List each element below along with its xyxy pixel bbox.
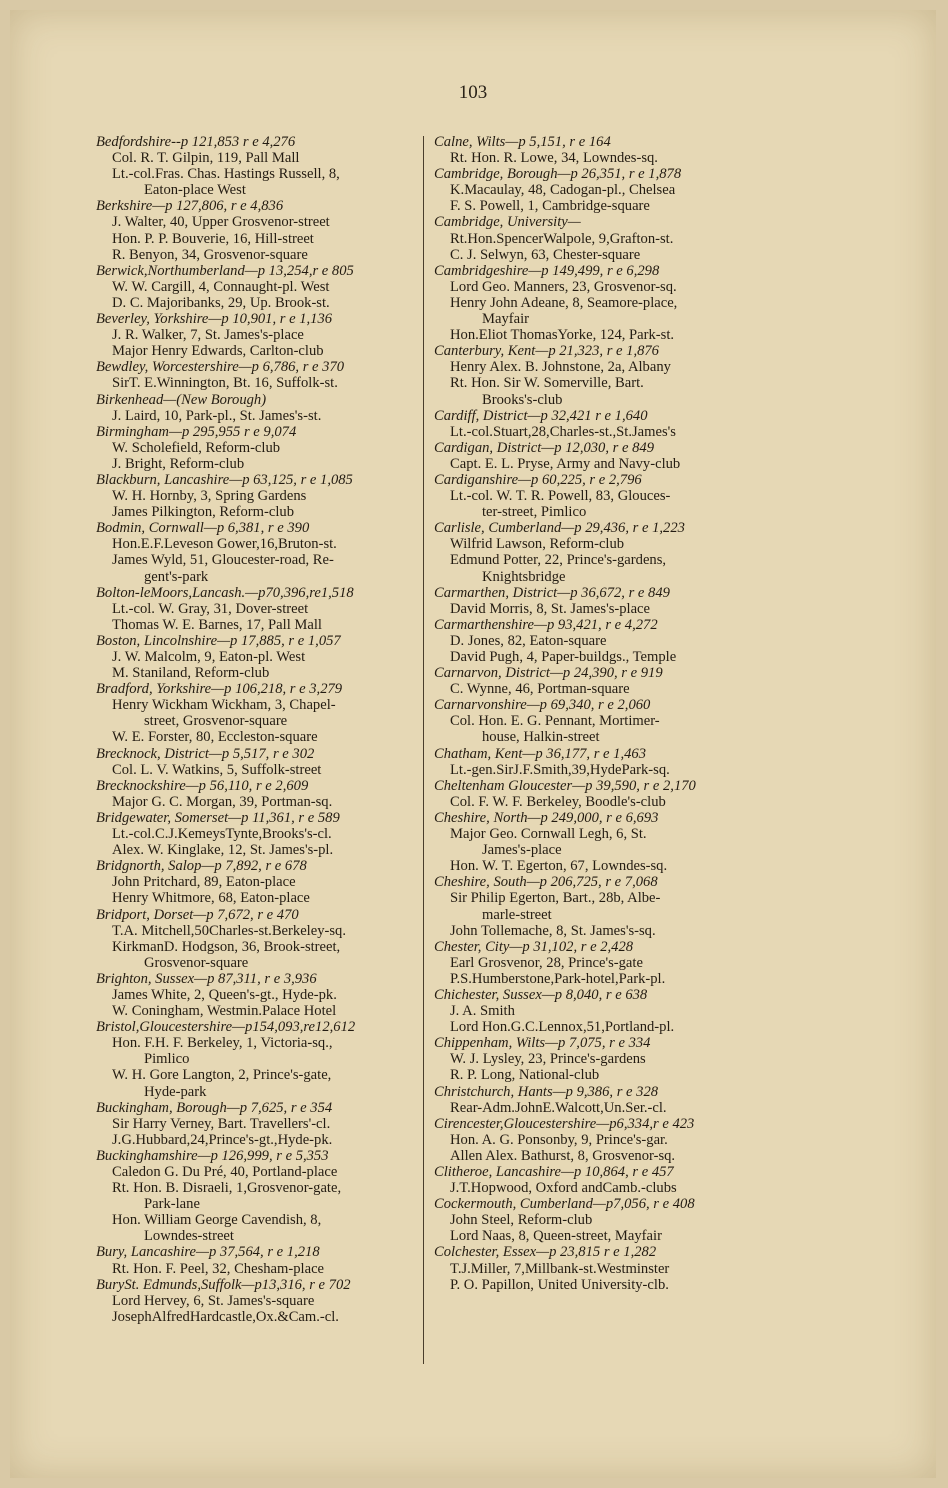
member-entry: Hon. F.H. F. Berkeley, 1, Victoria-sq., <box>112 1035 333 1052</box>
member-entry: Henry John Adeane, 8, Seamore-place, <box>450 294 678 311</box>
member-entry: Lt.-col. W. Gray, 31, Dover-street <box>112 600 309 617</box>
constituency-heading: Brecknock, District—p 5,517, r e 302 <box>96 745 315 762</box>
member-entry: Col. Hon. E. G. Pennant, Mortimer- <box>450 713 660 730</box>
constituency-heading: Bridgewater, Somerset—p 11,361, r e 589 <box>96 809 340 826</box>
constituency-heading: Cambridge, University— <box>434 214 581 231</box>
member-entry: Sir Harry Verney, Bart. Travellers'-cl. <box>112 1115 331 1132</box>
member-entry: Lt.-col.Fras. Chas. Hastings Russell, 8, <box>112 166 340 183</box>
member-entry: K.Macaulay, 48, Cadogan-pl., Chelsea <box>450 182 676 199</box>
member-entry: Rt. Hon. R. Lowe, 34, Lowndes-sq. <box>450 150 658 167</box>
member-entry: John Tollemache, 8, St. James's-sq. <box>450 922 656 939</box>
member-entry: Brooks's-club <box>482 391 563 408</box>
constituency-heading: Bradford, Yorkshire—p 106,218, r e 3,279 <box>96 681 343 698</box>
member-entry: F. S. Powell, 1, Cambridge-square <box>450 198 650 215</box>
constituency-heading: Carnarvonshire—p 69,340, r e 2,060 <box>434 697 651 714</box>
member-entry: KirkmanD. Hodgson, 36, Brook-street, <box>112 938 341 955</box>
constituency-heading: Canterbury, Kent—p 21,323, r e 1,876 <box>434 343 659 360</box>
constituency-heading: Christchurch, Hants—p 9,386, r e 328 <box>434 1083 659 1100</box>
constituency-heading: Bristol,Gloucestershire—p154,093,re12,612 <box>96 1019 356 1036</box>
left-column <box>88 134 424 1325</box>
member-entry: T.A. Mitchell,50Charles-st.Berkeley-sq. <box>112 922 346 939</box>
member-entry: Rear-Adm.JohnE.Walcott,Un.Ser.-cl. <box>450 1099 667 1116</box>
member-entry: Mayfair <box>482 311 530 328</box>
member-entry: Allen Alex. Bathurst, 8, Grosvenor-sq. <box>450 1147 676 1164</box>
constituency-heading: Chatham, Kent—p 36,177, r e 1,463 <box>434 745 647 762</box>
constituency-heading: Birmingham—p 295,955 r e 9,074 <box>96 423 297 440</box>
member-entry: Knightsbridge <box>482 568 566 585</box>
member-entry: Hon. A. G. Ponsonby, 9, Prince's-gar. <box>450 1131 668 1148</box>
constituency-heading: Cirencester,Gloucestershire—p6,334,r e 423 <box>434 1115 695 1132</box>
member-entry: Major Henry Edwards, Carlton-club <box>112 343 324 360</box>
member-entry: J.G.Hubbard,24,Prince's-gt.,Hyde-pk. <box>112 1131 333 1148</box>
member-entry: W. J. Lysley, 23, Prince's-gardens <box>450 1051 646 1068</box>
member-entry: Lt.-col.C.J.KemeysTynte,Brooks's-cl. <box>112 826 332 843</box>
member-entry: ter-street, Pimlico <box>482 504 587 521</box>
member-entry: Lord Hervey, 6, St. James's-square <box>112 1292 315 1309</box>
constituency-heading: Bridport, Dorset—p 7,672, r e 470 <box>96 906 299 923</box>
member-entry: Thomas W. E. Barnes, 17, Pall Mall <box>112 616 322 633</box>
member-entry: J. A. Smith <box>450 1003 515 1020</box>
constituency-heading: Carmarthen, District—p 36,672, r e 849 <box>434 584 670 601</box>
member-entry: Earl Grosvenor, 28, Prince's-gate <box>450 954 643 971</box>
constituency-heading: Bodmin, Cornwall—p 6,381, r e 390 <box>96 520 310 537</box>
member-entry: Col. L. V. Watkins, 5, Suffolk-street <box>112 761 322 778</box>
member-entry: W. H. Hornby, 3, Spring Gardens <box>112 488 307 505</box>
constituency-heading: Calne, Wilts—p 5,151, r e 164 <box>434 134 611 150</box>
member-entry: Grosvenor-square <box>144 954 249 971</box>
member-entry: Hon. W. T. Egerton, 67, Lowndes-sq. <box>450 858 668 875</box>
member-entry: W. H. Gore Langton, 2, Prince's-gate, <box>112 1067 332 1084</box>
constituency-heading: Birkenhead—(New Borough) <box>96 391 267 408</box>
member-entry: R. Benyon, 34, Grosvenor-square <box>112 246 308 263</box>
member-entry: Edmund Potter, 22, Prince's-gardens, <box>450 552 667 569</box>
member-entry: M. Staniland, Reform-club <box>112 665 270 682</box>
member-entry: Lt.-col.Stuart,28,Charles-st.,St.James's <box>450 423 676 440</box>
member-entry: James Wyld, 51, Gloucester-road, Re- <box>112 552 334 569</box>
member-entry: James's-place <box>482 842 562 859</box>
member-entry: Hon. William George Cavendish, 8, <box>112 1212 322 1229</box>
member-entry: J. W. Malcolm, 9, Eaton-pl. West <box>112 649 306 665</box>
member-entry: Major Geo. Cornwall Legh, 6, St. <box>450 826 647 843</box>
member-entry: David Pugh, 4, Paper-buildgs., Temple <box>450 649 677 665</box>
constituency-heading: Bewdley, Worcestershire—p 6,786, r e 370 <box>96 359 345 376</box>
constituency-heading: Carlisle, Cumberland—p 29,436, r e 1,223 <box>434 520 685 537</box>
constituency-heading: Boston, Lincolnshire—p 17,885, r e 1,057 <box>96 632 341 649</box>
constituency-heading: Beverley, Yorkshire—p 10,901, r e 1,136 <box>96 311 333 328</box>
member-entry: Alex. W. Kinglake, 12, St. James's-pl. <box>112 842 334 859</box>
member-entry: Caledon G. Du Pré, 40, Portland-place <box>112 1164 338 1180</box>
member-entry: gent's-park <box>144 568 209 585</box>
member-entry: John Steel, Reform-club <box>450 1212 593 1229</box>
member-entry: JosephAlfredHardcastle,Ox.&Cam.-cl. <box>112 1308 339 1325</box>
member-entry: marle-street <box>482 906 552 923</box>
member-entry: R. P. Long, National-club <box>450 1067 600 1084</box>
constituency-heading: Chippenham, Wilts—p 7,075, r e 334 <box>434 1035 651 1052</box>
member-entry: D. C. Majoribanks, 29, Up. Brook-st. <box>112 294 330 311</box>
member-entry: Lord Geo. Manners, 23, Grosvenor-sq. <box>450 278 677 295</box>
constituency-heading: Chester, City—p 31,102, r e 2,428 <box>434 938 634 955</box>
member-entry: Rt. Hon. B. Disraeli, 1,Grosvenor-gate, <box>112 1180 342 1197</box>
member-entry: J. Bright, Reform-club <box>112 455 245 472</box>
constituency-heading: Berwick,Northumberland—p 13,254,r e 805 <box>96 262 354 279</box>
book-page <box>10 10 936 1478</box>
constituency-heading: Brecknockshire—p 56,110, r e 2,609 <box>96 777 309 794</box>
member-entry: Hon.Eliot ThomasYorke, 124, Park-st. <box>450 327 675 344</box>
member-entry: James Pilkington, Reform-club <box>112 504 294 521</box>
member-entry: Capt. E. L. Pryse, Army and Navy-club <box>450 455 681 472</box>
member-entry: J. R. Walker, 7, St. James's-place <box>112 327 304 344</box>
constituency-heading: Cheshire, South—p 206,725, r e 7,068 <box>434 874 658 891</box>
constituency-heading: Clitheroe, Lancashire—p 10,864, r e 457 <box>434 1164 674 1180</box>
member-entry: J. Walter, 40, Upper Grosvenor-street <box>112 214 330 231</box>
member-entry: Lowndes-street <box>144 1228 234 1245</box>
member-entry: SirT. E.Winnington, Bt. 16, Suffolk-st. <box>112 375 338 392</box>
member-entry: Wilfrid Lawson, Reform-club <box>450 536 625 553</box>
member-entry: D. Jones, 82, Eaton-square <box>450 632 607 649</box>
constituency-heading: Chichester, Sussex—p 8,040, r e 638 <box>434 986 648 1003</box>
constituency-heading: BurySt. Edmunds,Suffolk—p13,316, r e 702 <box>96 1276 351 1293</box>
member-entry: Lord Hon.G.C.Lennox,51,Portland-pl. <box>450 1019 675 1036</box>
member-entry: David Morris, 8, St. James's-place <box>450 600 651 617</box>
member-entry: Lord Naas, 8, Queen-street, Mayfair <box>450 1228 662 1245</box>
member-entry: Rt.Hon.SpencerWalpole, 9,Grafton-st. <box>450 230 674 247</box>
constituency-heading: Cardiganshire—p 60,225, r e 2,796 <box>434 471 642 488</box>
member-entry: Hyde-park <box>144 1083 207 1100</box>
member-entry: Pimlico <box>144 1051 190 1068</box>
member-entry: J. Laird, 10, Park-pl., St. James's-st. <box>112 407 322 424</box>
constituency-heading: Carmarthenshire—p 93,421, r e 4,272 <box>434 616 658 633</box>
member-entry: J.T.Hopwood, Oxford andCamb.-clubs <box>450 1180 677 1197</box>
member-entry: W. Scholefield, Reform-club <box>112 439 281 456</box>
member-entry: C. Wynne, 46, Portman-square <box>450 681 630 698</box>
member-entry: Col. F. W. F. Berkeley, Boodle's-club <box>450 793 666 810</box>
member-entry: Henry Alex. B. Johnstone, 2a, Albany <box>450 359 671 376</box>
constituency-heading: Cambridge, Borough—p 26,351, r e 1,878 <box>434 166 682 183</box>
constituency-heading: Cambridgeshire—p 149,499, r e 6,298 <box>434 262 660 279</box>
constituency-heading: Cardigan, District—p 12,030, r e 849 <box>434 439 654 456</box>
member-entry: C. J. Selwyn, 63, Chester-square <box>450 246 641 263</box>
constituency-heading: Buckinghamshire—p 126,999, r e 5,353 <box>96 1147 329 1164</box>
member-entry: Rt. Hon. Sir W. Somerville, Bart. <box>450 375 644 392</box>
constituency-heading: Bury, Lancashire—p 37,564, r e 1,218 <box>96 1244 320 1261</box>
member-entry: Col. R. T. Gilpin, 119, Pall Mall <box>112 150 300 167</box>
member-entry: James White, 2, Queen's-gt., Hyde-pk. <box>112 986 337 1003</box>
constituency-heading: Brighton, Sussex—p 87,311, r e 3,936 <box>96 970 317 987</box>
member-entry: P.S.Humberstone,Park-hotel,Park-pl. <box>450 970 666 987</box>
constituency-heading: Buckingham, Borough—p 7,625, r e 354 <box>96 1099 333 1116</box>
member-entry: T.J.Miller, 7,Millbank-st.Westminster <box>450 1260 670 1277</box>
member-entry: W. Coningham, Westmin.Palace Hotel <box>112 1003 337 1020</box>
member-entry: Hon. P. P. Bouverie, 16, Hill-street <box>112 230 314 247</box>
member-entry: Henry Whitmore, 68, Eaton-place <box>112 890 310 907</box>
member-entry: Lt.-gen.SirJ.F.Smith,39,HydePark-sq. <box>450 761 670 778</box>
member-entry: Major G. C. Morgan, 39, Portman-sq. <box>112 793 333 810</box>
member-entry: house, Halkin-street <box>482 729 600 746</box>
constituency-heading: Berkshire—p 127,806, r e 4,836 <box>96 198 284 215</box>
constituency-heading: Colchester, Essex—p 23,815 r e 1,282 <box>434 1244 657 1261</box>
right-column <box>426 134 766 1293</box>
member-entry: street, Grosvenor-square <box>144 713 288 730</box>
constituency-heading: Cheltenham Gloucester—p 39,590, r e 2,170 <box>434 777 696 794</box>
constituency-heading: Carnarvon, District—p 24,390, r e 919 <box>434 665 663 682</box>
column-divider <box>423 136 424 1364</box>
constituency-heading: Bridgnorth, Salop—p 7,892, r e 678 <box>96 858 307 875</box>
member-entry: W. W. Cargill, 4, Connaught-pl. West <box>112 278 330 295</box>
constituency-heading: Bolton-leMoors,Lancash.—p70,396,re1,518 <box>96 584 354 601</box>
member-entry: P. O. Papillon, United University-clb. <box>450 1276 669 1293</box>
member-entry: Henry Wickham Wickham, 3, Chapel- <box>112 697 336 714</box>
constituency-heading: Bedfordshire--p 121,853 r e 4,276 <box>96 134 296 150</box>
member-entry: Sir Philip Egerton, Bart., 28b, Albe- <box>450 890 661 907</box>
member-entry: Park-lane <box>144 1196 200 1213</box>
member-entry: Rt. Hon. F. Peel, 32, Chesham-place <box>112 1260 325 1277</box>
member-entry: W. E. Forster, 80, Eccleston-square <box>112 729 318 746</box>
member-entry: John Pritchard, 89, Eaton-place <box>112 874 296 891</box>
constituency-heading: Blackburn, Lancashire—p 63,125, r e 1,085 <box>96 471 353 488</box>
page-number: 103 <box>458 82 488 103</box>
constituency-heading: Cardiff, District—p 32,421 r e 1,640 <box>434 407 648 424</box>
constituency-heading: Cockermouth, Cumberland—p7,056, r e 408 <box>434 1196 695 1213</box>
member-entry: Hon.E.F.Leveson Gower,16,Bruton-st. <box>112 536 337 553</box>
member-entry: Eaton-place West <box>144 182 246 199</box>
member-entry: Lt.-col. W. T. R. Powell, 83, Glouces- <box>450 488 671 505</box>
constituency-heading: Cheshire, North—p 249,000, r e 6,693 <box>434 809 659 826</box>
